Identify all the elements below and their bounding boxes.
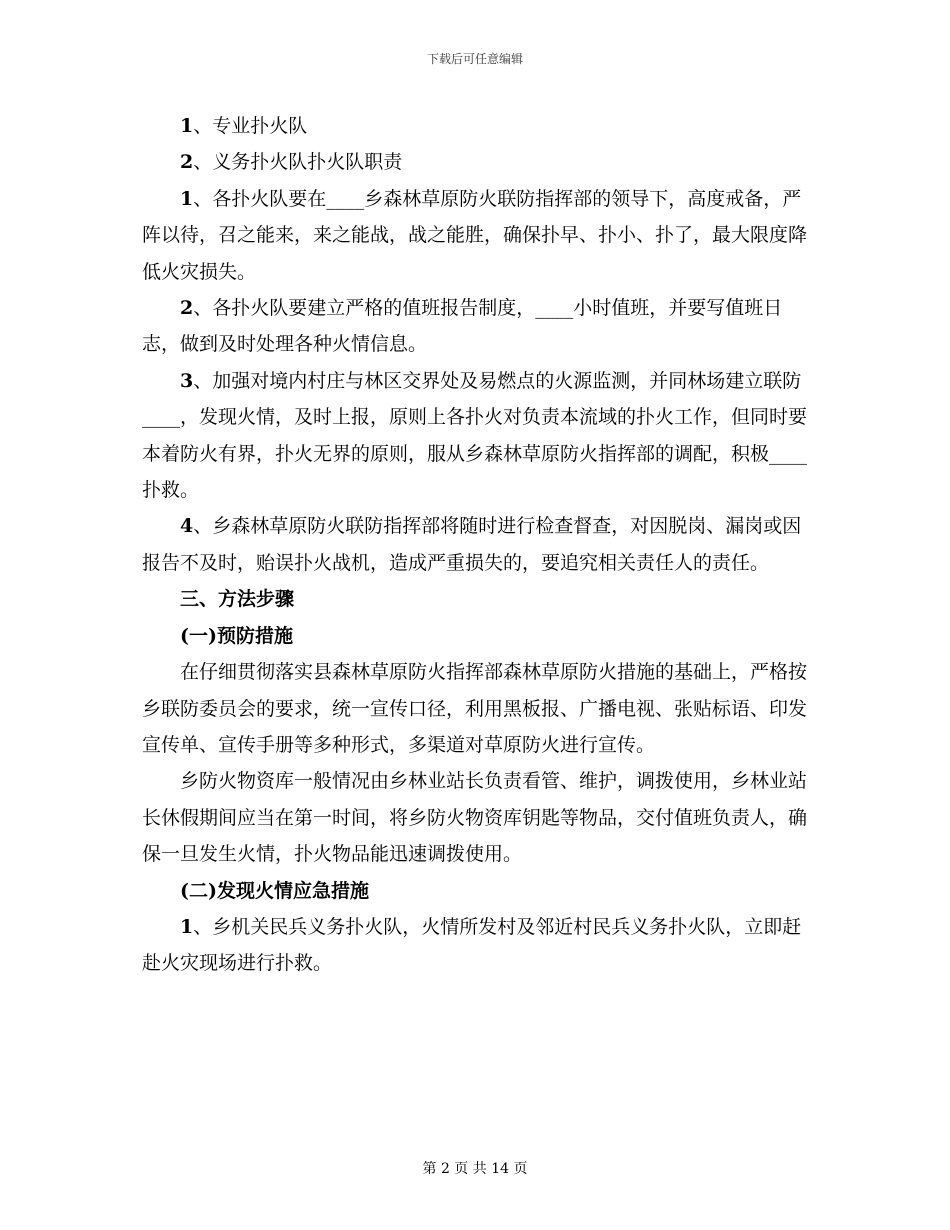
section-heading: 三、方法步骤 [180,588,295,611]
paragraph-item [142,144,812,180]
item-number: 1 [180,115,194,137]
paragraph-text: 、专业扑火队 [193,115,308,137]
document-body [142,108,812,982]
item-number: 4 [180,515,194,538]
paragraph-item [142,108,812,144]
paragraph-text: 、各扑火队要在____乡森林草原防火联防指挥部的领导下，高度戒备，严阵以待，召之能来，来之能战，战之能胜，确保扑早、扑小、扑了，最大限度降低火灾损失。 [142,187,808,283]
paragraph-text: 、乡森林草原防火联防指挥部将随时进行检查督查，对因脱岗、漏岗或因报告不及时，贻误扑火战机，造成严重损失的，要追究相关责任人的责任。 [142,515,802,574]
item-number: 1 [180,187,194,210]
paragraph-item [142,363,812,509]
item-number: 3 [180,369,194,392]
page-footer: 第 2 页 共 14 页 [422,1161,528,1177]
subsection-heading: (一)预防措施 [180,624,293,647]
subsection-heading: (二)发现火情应急措施 [180,879,369,902]
page-header: 下载后可任意编辑 [426,52,523,66]
paragraph-item [142,508,812,581]
item-number: 2 [180,151,194,174]
paragraph-text: 、各扑火队要建立严格的值班报告制度，____小时值班，并要写值班日志，做到及时处理各种火情信息。 [142,297,783,356]
paragraph-item [142,181,812,290]
paragraph-text: 、加强对境内村庄与林区交界处及易燃点的火源监测，并同林场建立联防____，发现火情，及时上报，原则上各扑火对负责本流域的扑火工作，但同时要本着防火有界，扑火无界的原则，服从乡森林草原防火指挥部的调配，积极____扑救。 [142,369,808,502]
item-number: 1 [180,915,194,938]
paragraph-text: 、乡机关民兵义务扑火队，火情所发村及邻近村民兵义务扑火队，立即赶赴火灾现场进行扑救。 [142,915,802,975]
paragraph-item [142,909,812,982]
paragraph-text: 、义务扑火队扑火队职责 [193,151,403,174]
paragraph-text: 乡防火物资库一般情况由乡林业站长负责看管、维护，调拨使用，乡林业站长休假期间应当在第一时间，将乡防火物资库钥匙等物品，交付值班负责人，确保一旦发生火情，扑火物品能迅速调拨使用。 [142,770,808,866]
paragraph-item [142,290,812,363]
paragraph-text: 在仔细贯彻落实县森林草原防火指挥部森林草原防火措施的基础上，严格按乡联防委员会的要求，统一宣传口径，利用黑板报、广播电视、张贴标语、印发宣传单、宣传手册等多种形式，多渠道对草原防火进行宣传。 [142,661,808,756]
item-number: 2 [180,297,194,320]
